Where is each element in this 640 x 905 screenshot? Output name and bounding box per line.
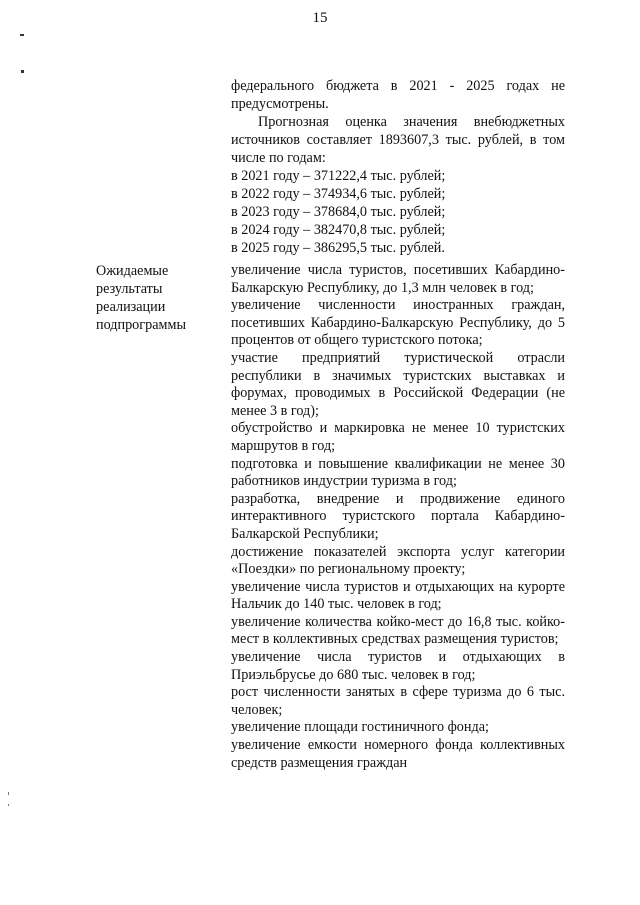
result-item: увеличение количества койко-мест до 16,8 тыс. койко-мест в коллективных средствах размещения туристов; [231, 613, 565, 648]
result-item: увеличение емкости номерного фонда коллективных средств размещения граждан [231, 737, 565, 771]
result-item: увеличение числа туристов и отдыхающих в Приэльбрусье до 680 тыс. человек в год; [231, 649, 565, 683]
label-line: подпрограммы [96, 317, 186, 333]
page-number: 15 [312, 10, 328, 26]
result-item: достижение показателей экспорта услуг категории «Поездки» по региональному проекту; [231, 543, 565, 578]
result-item: разработка, внедрение и продвижение единого интерактивного туристского портала Кабардино-Балкарской Республики; [231, 490, 565, 542]
scan-artifact [21, 70, 24, 73]
result-item: подготовка и повышение квалификации не менее 30 работников индустрии туризма в год; [231, 455, 565, 490]
result-item: увеличение числа туристов, посетивших Кабардино-Балкарскую Республику, до 1,3 млн человек в год; [231, 262, 565, 296]
label-line: результаты [96, 281, 163, 297]
label-line: Ожидаемые [96, 263, 169, 279]
funding-year: в 2024 году – 382470,8 тыс. рублей; [231, 222, 446, 238]
expected-results-label [96, 262, 216, 334]
funding-year: в 2021 году – 371222,4 тыс. рублей; [231, 168, 446, 184]
funding-continuation: федерального бюджета в 2021 - 2025 годах не предусмотрены. [231, 78, 565, 112]
label-line: реализации [96, 299, 166, 315]
result-item: увеличение площади гостиничного фонда; [231, 719, 489, 736]
funding-year: в 2023 году – 378684,0 тыс. рублей; [231, 204, 446, 220]
scan-artifact [8, 792, 9, 795]
result-item: участие предприятий туристической отрасли республики в значимых туристских выставках и форумах, проводимых в Российской Федерации (не менее 3 в год); [231, 349, 565, 419]
result-item: увеличение численности иностранных граждан, посетивших Кабардино-Балкарскую Республику, до 5 процентов от общего туристского потока; [231, 297, 565, 349]
expected-results-list [231, 262, 565, 772]
result-item: обустройство и маркировка не менее 10 туристских маршрутов в год; [231, 420, 565, 454]
funding-section [231, 77, 565, 257]
funding-year: в 2025 году – 386295,5 тыс. рублей. [231, 240, 445, 256]
funding-forecast: Прогнозная оценка значения внебюджетных источников составляет 1893607,3 тыс. рублей, в том числе по годам: [231, 114, 565, 166]
result-item: рост численности занятых в сфере туризма до 6 тыс. человек; [231, 684, 565, 718]
scan-artifact [8, 804, 9, 806]
result-item: увеличение числа туристов и отдыхающих на курорте Нальчик до 140 тыс. человек в год; [231, 578, 565, 613]
funding-year: в 2022 году – 374934,6 тыс. рублей; [231, 186, 446, 202]
scan-artifact [20, 34, 24, 36]
